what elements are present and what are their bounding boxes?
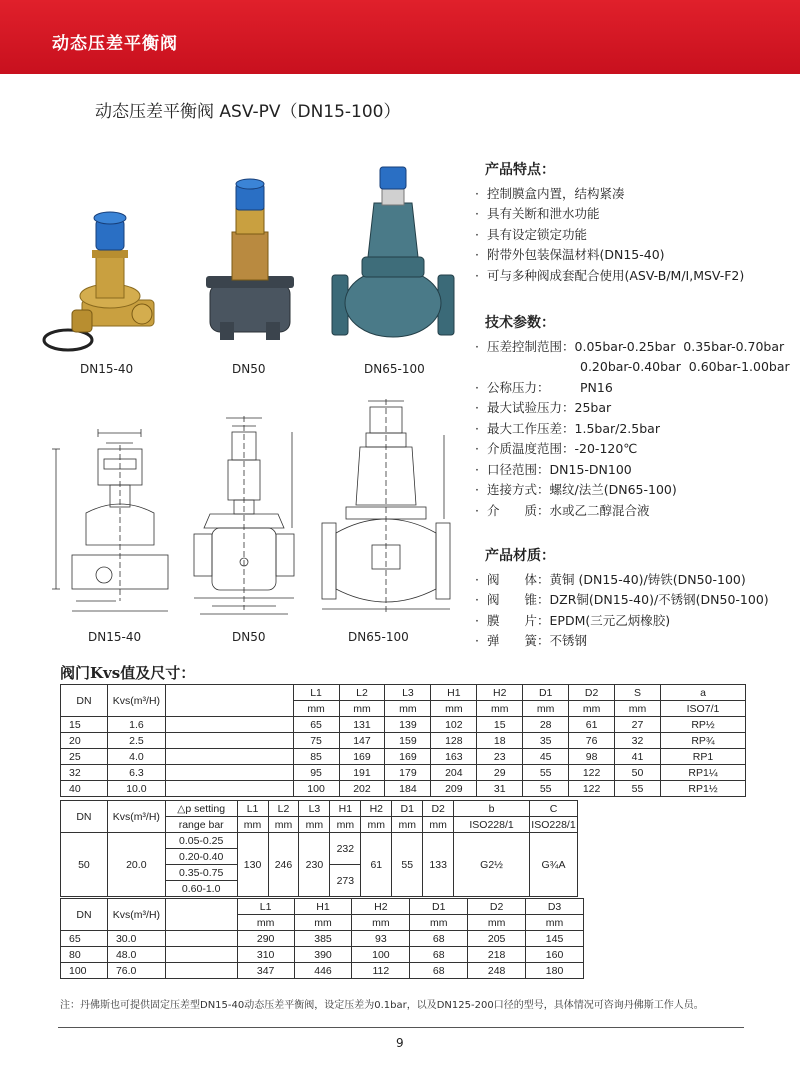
page-title: 动态压差平衡阀 ASV-PV（DN15-100） [95, 102, 401, 122]
tech-heading: 技术参数： [485, 315, 555, 331]
table-row: 80 48.0 310 390 100 68 218 160 [61, 947, 584, 963]
tech-pressure-range: · 压差控制范围：0.05bar-0.25bar 0.35bar-0.70bar [475, 338, 785, 354]
material-membrane: · 膜 片：EPDM(三元乙炳橡胶) [475, 612, 671, 628]
table-row: 25 4.0 85 169 169 163 23 45 98 41 RP1 [61, 749, 746, 765]
drawing-dn65-100 [316, 395, 456, 625]
tech-temperature: · 介质温度范围：-20-120℃ [475, 441, 638, 456]
table-header-row: DN Kvs(m³/H) L1 H1 H2 D1 D2 D3 [61, 899, 584, 915]
materials-section [475, 546, 769, 652]
tech-medium: · 介 质：水或乙二醇混合液 [475, 502, 650, 518]
table-row: 50 20.0 0.05-0.25 130 246 230 232 61 55 133 G2½ G¾A [61, 833, 578, 849]
drawing-dn50 [180, 410, 305, 620]
kvs-table-dn15-40 [60, 684, 746, 797]
table-header-row: DN Kvs(m³/H) △p setting L1 L2 L3 H1 H2 D1 D2 b C [61, 801, 578, 817]
drawing-caption-1: DN15-40 [88, 630, 142, 644]
table-row: 15 1.6 65 131 139 102 15 28 61 27 RP½ [61, 717, 746, 733]
material-body: · 阀 体：黄铜 (DN15-40)/铸铁(DN50-100) [475, 571, 746, 587]
feature-item: · 控制膜盒内置，结构紧凑 [475, 185, 625, 201]
materials-heading: 产品材质： [485, 548, 555, 564]
material-spring: · 弹 簧：不锈钢 [475, 633, 588, 648]
tech-size-range: · 口径范围：DN15-DN100 [475, 461, 632, 477]
tech-pressure-range-2: 0.20bar-0.40bar 0.60bar-1.00bar [580, 359, 790, 374]
feature-item: · 具有设定锁定功能 [475, 226, 588, 242]
tech-connection: · 连接方式：螺纹/法兰(DN65-100) [475, 482, 677, 497]
product-caption-1: DN15-40 [80, 362, 134, 376]
product-image-dn65-100 [328, 163, 458, 358]
drawing-dn15-40 [46, 425, 176, 620]
table-row: 32 6.3 95 191 179 204 29 55 122 50 RP1¼ [61, 765, 746, 781]
kvs-table-dn50 [60, 800, 578, 897]
footnote: 注：丹佛斯也可提供固定压差型DN15-40动态压差平衡阀，设定压差为0.1bar，以及DN125-200口径的型号，具体情况可咨询丹佛斯工作人员。 [60, 1000, 704, 1011]
product-caption-2: DN50 [232, 362, 266, 376]
features-section [475, 160, 744, 286]
table-row: 40 10.0 100 202 184 209 31 55 122 55 RP1½ [61, 781, 746, 797]
product-caption-3: DN65-100 [364, 362, 425, 376]
feature-item: · 附带外包装保温材料(DN15-40) [475, 247, 665, 262]
kvs-title: 阀门Kvs值及尺寸： [60, 664, 196, 682]
tech-section [475, 313, 790, 521]
table-row: 100 76.0 347 446 112 68 248 180 [61, 963, 584, 979]
product-image-dn15-40 [32, 200, 162, 360]
tech-nominal-pressure: · 公称压力： PN16 [475, 379, 613, 395]
header-title: 动态压差平衡阀 [52, 34, 178, 54]
table-unit-row: mm mm mm mm mm mm mm mm ISO7/1 [61, 701, 746, 717]
features-heading: 产品特点： [485, 162, 555, 178]
table-unit-row: range bar mm mm mm mm mm mm mm ISO228/1 ISO228/1 [61, 817, 578, 833]
table-row: 65 30.0 290 385 93 68 205 145 [61, 931, 584, 947]
drawing-caption-2: DN50 [232, 630, 266, 644]
table-row: 20 2.5 75 147 159 128 18 35 76 32 RP¾ [61, 733, 746, 749]
feature-item: · 具有关断和泄水功能 [475, 206, 600, 221]
tech-work-pressure: · 最大工作压差：1.5bar/2.5bar [475, 420, 660, 436]
table-header-row: DN Kvs(m³/H) L1 L2 L3 H1 H2 D1 D2 S a [61, 685, 746, 701]
table-row: 0.60-1.0 [61, 881, 578, 897]
footer-divider [58, 1027, 744, 1028]
tech-test-pressure: · 最大试验压力：25bar [475, 400, 612, 415]
product-image-dn50 [200, 172, 300, 352]
table-row: 0.35-0.75 273 [61, 865, 578, 881]
material-cone: · 阀 锥：DZR铜(DN15-40)/不锈钢(DN50-100) [475, 592, 769, 607]
page-number: 9 [396, 1036, 404, 1050]
kvs-table-dn65-100 [60, 898, 584, 979]
feature-item: · 可与多种阀成套配合使用(ASV-B/M/I,MSV-F2) [475, 267, 745, 283]
table-row: 0.20-0.40 [61, 849, 578, 865]
drawing-caption-3: DN65-100 [348, 630, 409, 644]
table-unit-row: mm mm mm mm mm mm [61, 915, 584, 931]
